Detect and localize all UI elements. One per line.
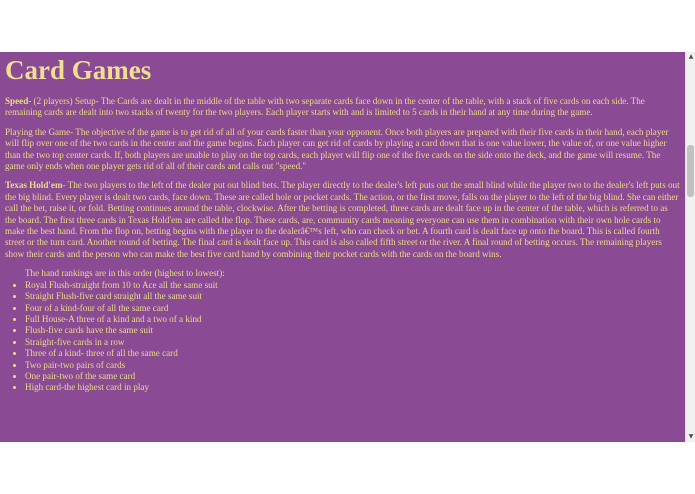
page-viewport xyxy=(0,52,685,442)
ranking-item: • Four of a kind-four of all the same card xyxy=(25,303,680,314)
speed-heading: Speed- xyxy=(5,96,32,106)
scrollbar-thumb[interactable] xyxy=(687,145,694,197)
holdem-text: - The two players to the left of the dealer put out blind bets. The player directly to the dealer's left puts out the small blind while the player two to the dealer's left puts out the big blind. Every player is dealt two cards, face down. These are called hole or pocket cards. The action, or the first move, falls on the player to the left of the big blind. She can either call the bet, raise it, or fold. Betting continues around the table, clockwise. After the betting is completed, three cards are dealt face up in the center of the table, which is referred to as the board. The first three cards in Texas Hold'em are called the flop. These cards, are, community cards meaning everyone can use them in combination with their own hole cards to make the best hand. From the flop on, betting begins with the player to the dealerâ€™s left, who can check or bet. A fourth card is dealt face up onto the board. This is called fourth street or the turn card. Another round of betting. The final card is dealt face up. This card is also called fifth street or the river. A final round of betting occurs. The remaining players show their cards and the person who can make the best five card hand by combining their pocket cards with the cards on the board wins. xyxy=(5,180,680,259)
ranking-item: • Flush-five cards have the same suit xyxy=(25,325,680,336)
rankings-intro: The hand rankings are in this order (highest to lowest): xyxy=(25,268,225,279)
ranking-item: • Three of a kind- three of all the same card xyxy=(25,348,680,359)
scroll-down-arrow-icon[interactable]: ▼ xyxy=(688,433,694,440)
ranking-item: • One pair-two of the same card xyxy=(25,371,680,382)
vertical-scrollbar[interactable] xyxy=(685,52,695,442)
scroll-up-arrow-icon[interactable]: ▲ xyxy=(688,53,694,60)
ranking-item: • Straight Flush-five card straight all the same suit xyxy=(25,291,680,302)
page-title: Card Games xyxy=(5,55,152,85)
speed-play-paragraph: Playing the Game- The objective of the game is to get rid of all of your cards faster than your opponent. Once both players are prepared with their five cards in their hand, each player will flip over one of the two cards in the center and the game begins. Each player can get rid of cards by playing a card down that is one value lower, the value of, or one value higher than the two top center cards. If, both players are unable to play on the top cards, each player will flip one of the five cards on the side onto the deck, and the game will resume. The game only ends when one player gets rid of all of their cards and calls out "speed." xyxy=(5,126,669,172)
page-content xyxy=(0,52,685,394)
ranking-item: • Royal Flush-straight from 10 to Ace all the same suit xyxy=(25,280,680,291)
rankings-list xyxy=(5,280,680,394)
speed-setup-paragraph xyxy=(5,96,680,119)
ranking-item: • Straight-five cards in a row xyxy=(25,337,680,348)
ranking-item: • High card-the highest card in play xyxy=(25,382,680,393)
holdem-paragraph xyxy=(5,180,680,260)
speed-setup-text: (2 players) Setup- The Cards are dealt in the middle of the table with two separate cards face down in the center of the table, with a stack of five cards on each side. The remaining cards are dealt into two stacks of twenty for the two players. Each player starts with and is limited to 5 cards in their hand at any time during the game. xyxy=(5,96,645,118)
ranking-item: • Two pair-two pairs of cards xyxy=(25,360,680,371)
ranking-item: • Full House-A three of a kind and a two of a kind xyxy=(25,314,680,325)
holdem-heading: Texas Hold'em xyxy=(5,180,63,191)
